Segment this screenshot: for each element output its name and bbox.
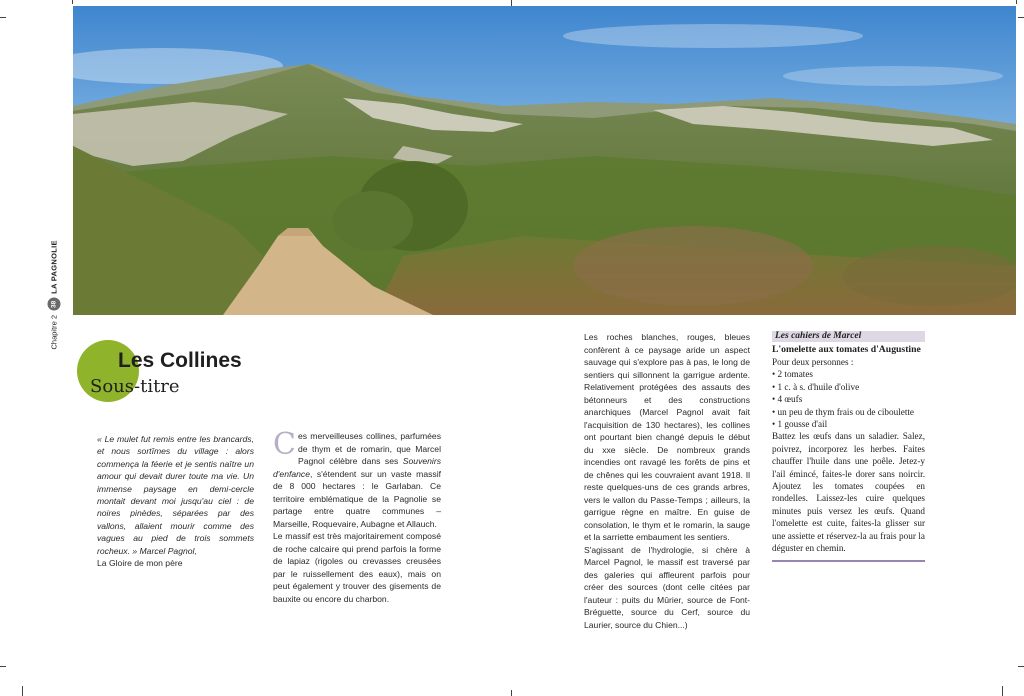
- crop-mark: [1002, 686, 1003, 696]
- paragraph: Le massif est très majoritairement composé de roche calcaire qui prend parfois la forme de lapiaz (rigoles ou crevasses creusées par le ruissellement des eaux), mais on peut également y trouver des gisements de bauxite ou encore du charbon.: [273, 531, 441, 604]
- crop-mark: [0, 17, 6, 18]
- ingredient-item: • 1 c. à s. d'huile d'olive: [772, 381, 925, 393]
- article-title: Les Collines: [118, 349, 242, 372]
- article-subtitle: Sous-titre: [90, 376, 180, 397]
- page-number: 38: [47, 298, 60, 311]
- crop-mark: [511, 690, 512, 696]
- recipe-sidebar: [772, 331, 925, 562]
- book-title: LA PAGNOLIE: [49, 240, 58, 294]
- article-column-1: [273, 427, 441, 605]
- ingredient-item: • un peu de thym frais ou de ciboulette: [772, 406, 925, 418]
- sidebar-rule: [772, 560, 925, 562]
- paragraph: S'agissant de l'hydrologie, si chère à Marcel Pagnol, le massif est traversé par des galeries qui affleurent parfois pour créer des sources (dont celle citées par l'auteur : puits du Mûrier, source de Font-Bréguette, source du Cerf, source du Laurier, source du Chien...): [584, 544, 750, 630]
- book-title-italic: Souvenirs d'enfance: [273, 456, 441, 479]
- running-head: [44, 235, 64, 350]
- ingredient-list: [772, 368, 925, 430]
- quote-source: La Gloire de mon père: [97, 558, 183, 569]
- paragraph-text: , s'étendent sur un vaste massif de 8 000 hectares : le Garlaban. Ce territoire emblématique de la Pagnolie se partage entre quatre communes – Marseille, Roquevaire, Aubagne et Allauch.: [273, 468, 441, 529]
- recipe-serves: Pour deux personnes :: [772, 357, 854, 367]
- quote-text: « Le mulet fut remis entre les brancards, et nous sortîmes du village : alors commença la féerie et je sentis naître un amour qui devait durer toute ma vie. Un immense paysage en demi-cercle montait devant moi jusqu'au ciel : de noires pinèdes, séparées par des vallons, allaient mourir comme des vagues au pied de trois sommets rocheux. » Marcel Pagnol,: [97, 434, 254, 556]
- chapter-label: Chapitre 2: [49, 314, 58, 350]
- article-column-2: [584, 331, 750, 631]
- ingredient-item: • 4 œufs: [772, 393, 925, 405]
- crop-mark: [72, 0, 73, 4]
- crop-mark: [1018, 666, 1024, 667]
- paragraph: [273, 427, 441, 530]
- paragraph: Les roches blanches, rouges, bleues confèrent à ce paysage aride un aspect sauvage qui s'explore pas à pas, le long de sentiers qui sillonnent la garrigue ardente. Relativement protégées des assauts des bétonneurs et des constructions anarchiques (Marcel Pagnol avait fait l'acquisition de 130 hectares), les collines ont pourtant bien changé depuis le début du xxe siècle. De nombreux grands incendies ont ravagé les forêts de pins et de chênes qui les couvraient avant 1918. Il reste quelques-uns de ces grands arbres, vers le vallon du Passe-Temps ; ailleurs, la garrigue règne en maître. En guise de consolation, le thym et le romarin, la sauge et la sarriette embaument les sentiers.: [584, 332, 750, 542]
- crop-mark: [22, 686, 23, 696]
- paragraph-text: es merveilleuses collines, parfumées de thym et de romarin, que Marcel Pagnol célèbre dans ses: [297, 431, 441, 466]
- landscape-photo: [73, 6, 1016, 315]
- crop-mark: [0, 666, 6, 667]
- recipe-steps: Battez les œufs dans un saladier. Salez, poivrez, incorporez les herbes. Faites chauffer l'huile dans une poêle. Jetez-y l'ail émincé, faites-le dorer sans noircir. Ajoutez les tomates coupées en rondelles. Laissez-les cuire quelques minutes puis versez les œufs. Quand l'omelette est cuite, faites-la glisser sur une assiette et réservez-la au frais pour la déguster en chemin.: [772, 431, 925, 554]
- sidebar-heading: Les cahiers de Marcel: [772, 331, 925, 342]
- recipe-title: L'omelette aux tomates d'Augustine: [772, 344, 921, 355]
- ingredient-item: • 1 gousse d'ail: [772, 418, 925, 430]
- crop-mark: [1018, 17, 1024, 18]
- ingredient-item: • 2 tomates: [772, 368, 925, 380]
- crop-mark: [1016, 0, 1017, 4]
- epigraph-quote: [97, 433, 254, 569]
- drop-cap: C: [273, 427, 296, 462]
